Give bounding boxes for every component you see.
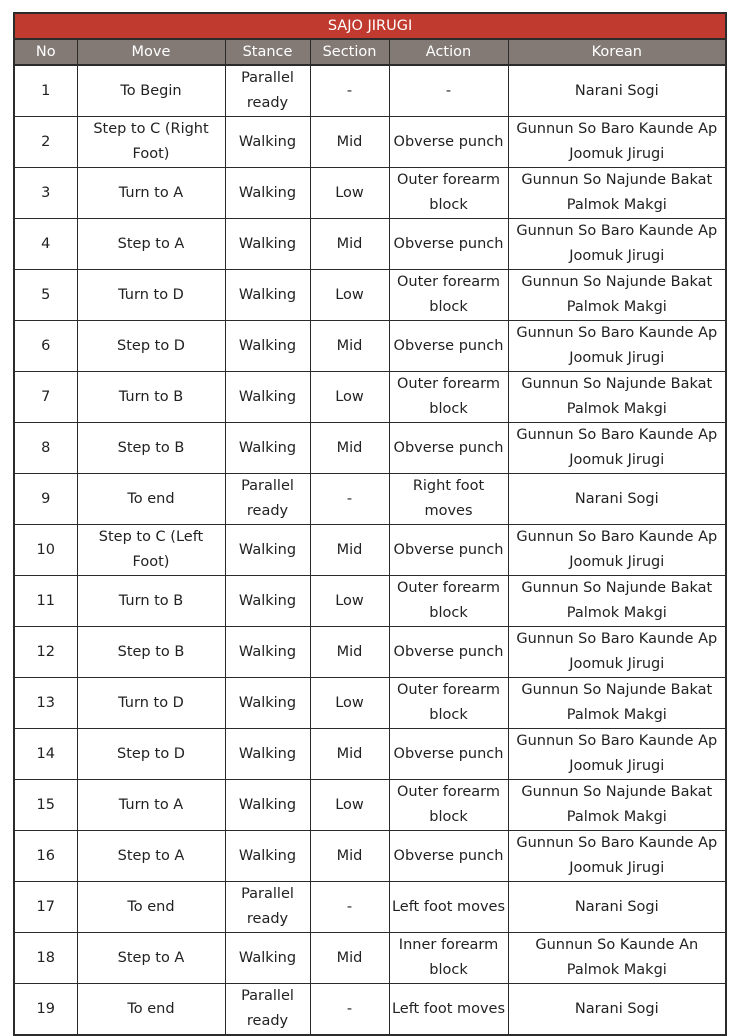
- cell-move: Step to A: [77, 219, 225, 270]
- table-row: [14, 678, 726, 729]
- cell-action: Right foot moves: [389, 474, 508, 525]
- cell-korean: Gunnun So Baro Kaunde Ap Joomuk Jirugi: [508, 117, 726, 168]
- cell-korean: Gunnun So Baro Kaunde Ap Joomuk Jirugi: [508, 729, 726, 780]
- cell-no: 17: [14, 882, 77, 933]
- table-row: [14, 117, 726, 168]
- cell-stance: Parallel ready: [225, 65, 310, 117]
- col-header-move: Move: [77, 39, 225, 65]
- cell-section: Mid: [310, 321, 389, 372]
- table-row: [14, 423, 726, 474]
- cell-no: 5: [14, 270, 77, 321]
- table-row: [14, 270, 726, 321]
- cell-korean: Gunnun So Kaunde An Palmok Makgi: [508, 933, 726, 984]
- cell-korean: Gunnun So Baro Kaunde Ap Joomuk Jirugi: [508, 219, 726, 270]
- cell-move: Step to D: [77, 729, 225, 780]
- header-row: [14, 39, 726, 65]
- cell-move: To end: [77, 474, 225, 525]
- cell-action: Inner forearm block: [389, 933, 508, 984]
- cell-korean: Gunnun So Najunde Bakat Palmok Makgi: [508, 372, 726, 423]
- cell-korean: Gunnun So Najunde Bakat Palmok Makgi: [508, 576, 726, 627]
- table-row: [14, 65, 726, 117]
- cell-move: Step to C (Right Foot): [77, 117, 225, 168]
- cell-stance: Walking: [225, 831, 310, 882]
- cell-move: Step to D: [77, 321, 225, 372]
- cell-no: 19: [14, 984, 77, 1036]
- cell-no: 12: [14, 627, 77, 678]
- cell-no: 11: [14, 576, 77, 627]
- cell-stance: Walking: [225, 372, 310, 423]
- cell-no: 8: [14, 423, 77, 474]
- cell-stance: Walking: [225, 576, 310, 627]
- table-row: [14, 525, 726, 576]
- cell-action: Outer forearm block: [389, 678, 508, 729]
- pattern-table: [13, 12, 727, 1036]
- table-row: [14, 576, 726, 627]
- cell-move: Step to A: [77, 933, 225, 984]
- cell-action: Left foot moves: [389, 984, 508, 1036]
- cell-section: Mid: [310, 831, 389, 882]
- cell-action: Outer forearm block: [389, 372, 508, 423]
- cell-move: Step to B: [77, 423, 225, 474]
- cell-section: Low: [310, 678, 389, 729]
- cell-move: Turn to D: [77, 678, 225, 729]
- cell-action: Left foot moves: [389, 882, 508, 933]
- col-header-action: Action: [389, 39, 508, 65]
- table-row: [14, 168, 726, 219]
- cell-no: 2: [14, 117, 77, 168]
- cell-stance: Walking: [225, 321, 310, 372]
- cell-move: Step to C (Left Foot): [77, 525, 225, 576]
- cell-move: Step to A: [77, 831, 225, 882]
- cell-move: Step to B: [77, 627, 225, 678]
- cell-section: Mid: [310, 627, 389, 678]
- cell-section: Low: [310, 168, 389, 219]
- cell-no: 4: [14, 219, 77, 270]
- col-header-section: Section: [310, 39, 389, 65]
- cell-stance: Walking: [225, 933, 310, 984]
- table-row: [14, 474, 726, 525]
- cell-section: Mid: [310, 729, 389, 780]
- cell-move: To end: [77, 882, 225, 933]
- cell-move: Turn to B: [77, 576, 225, 627]
- cell-no: 6: [14, 321, 77, 372]
- table-row: [14, 780, 726, 831]
- cell-stance: Walking: [225, 168, 310, 219]
- cell-no: 15: [14, 780, 77, 831]
- cell-no: 18: [14, 933, 77, 984]
- cell-stance: Walking: [225, 117, 310, 168]
- cell-stance: Parallel ready: [225, 984, 310, 1036]
- table-body: [14, 65, 726, 1035]
- cell-action: Obverse punch: [389, 117, 508, 168]
- cell-section: Low: [310, 270, 389, 321]
- cell-stance: Walking: [225, 678, 310, 729]
- cell-move: Turn to D: [77, 270, 225, 321]
- cell-no: 13: [14, 678, 77, 729]
- cell-section: -: [310, 882, 389, 933]
- cell-section: Low: [310, 372, 389, 423]
- cell-korean: Gunnun So Najunde Bakat Palmok Makgi: [508, 168, 726, 219]
- cell-action: Outer forearm block: [389, 576, 508, 627]
- cell-no: 9: [14, 474, 77, 525]
- cell-section: Mid: [310, 219, 389, 270]
- cell-section: -: [310, 984, 389, 1036]
- cell-move: Turn to A: [77, 168, 225, 219]
- cell-section: Low: [310, 780, 389, 831]
- cell-section: Mid: [310, 933, 389, 984]
- cell-action: Obverse punch: [389, 525, 508, 576]
- cell-korean: Gunnun So Baro Kaunde Ap Joomuk Jirugi: [508, 627, 726, 678]
- cell-stance: Walking: [225, 627, 310, 678]
- table-row: [14, 984, 726, 1036]
- cell-stance: Parallel ready: [225, 882, 310, 933]
- cell-no: 16: [14, 831, 77, 882]
- cell-action: Obverse punch: [389, 321, 508, 372]
- cell-stance: Parallel ready: [225, 474, 310, 525]
- cell-korean: Gunnun So Najunde Bakat Palmok Makgi: [508, 678, 726, 729]
- cell-section: -: [310, 65, 389, 117]
- cell-action: Obverse punch: [389, 423, 508, 474]
- cell-section: -: [310, 474, 389, 525]
- cell-action: Obverse punch: [389, 831, 508, 882]
- table-title: SAJO JIRUGI: [14, 13, 726, 39]
- cell-korean: Gunnun So Baro Kaunde Ap Joomuk Jirugi: [508, 525, 726, 576]
- cell-korean: Gunnun So Najunde Bakat Palmok Makgi: [508, 270, 726, 321]
- cell-action: -: [389, 65, 508, 117]
- cell-section: Mid: [310, 525, 389, 576]
- cell-no: 1: [14, 65, 77, 117]
- cell-korean: Gunnun So Baro Kaunde Ap Joomuk Jirugi: [508, 423, 726, 474]
- cell-action: Obverse punch: [389, 627, 508, 678]
- cell-stance: Walking: [225, 729, 310, 780]
- cell-action: Outer forearm block: [389, 168, 508, 219]
- table-row: [14, 831, 726, 882]
- table-row: [14, 372, 726, 423]
- cell-move: To Begin: [77, 65, 225, 117]
- cell-korean: Narani Sogi: [508, 984, 726, 1036]
- cell-stance: Walking: [225, 219, 310, 270]
- cell-action: Outer forearm block: [389, 780, 508, 831]
- table-row: [14, 933, 726, 984]
- cell-action: Obverse punch: [389, 219, 508, 270]
- cell-move: To end: [77, 984, 225, 1036]
- table-row: [14, 882, 726, 933]
- cell-korean: Narani Sogi: [508, 65, 726, 117]
- cell-stance: Walking: [225, 780, 310, 831]
- cell-korean: Gunnun So Baro Kaunde Ap Joomuk Jirugi: [508, 321, 726, 372]
- title-row: [14, 13, 726, 39]
- col-header-korean: Korean: [508, 39, 726, 65]
- table-row: [14, 729, 726, 780]
- cell-korean: Narani Sogi: [508, 882, 726, 933]
- col-header-stance: Stance: [225, 39, 310, 65]
- cell-section: Low: [310, 576, 389, 627]
- cell-no: 3: [14, 168, 77, 219]
- cell-no: 14: [14, 729, 77, 780]
- cell-action: Obverse punch: [389, 729, 508, 780]
- cell-section: Mid: [310, 423, 389, 474]
- cell-korean: Gunnun So Baro Kaunde Ap Joomuk Jirugi: [508, 831, 726, 882]
- cell-korean: Narani Sogi: [508, 474, 726, 525]
- cell-stance: Walking: [225, 525, 310, 576]
- table-row: [14, 627, 726, 678]
- col-header-no: No: [14, 39, 77, 65]
- cell-stance: Walking: [225, 270, 310, 321]
- cell-no: 7: [14, 372, 77, 423]
- pattern-table-container: [13, 12, 725, 1036]
- cell-move: Turn to B: [77, 372, 225, 423]
- table-row: [14, 321, 726, 372]
- cell-no: 10: [14, 525, 77, 576]
- cell-korean: Gunnun So Najunde Bakat Palmok Makgi: [508, 780, 726, 831]
- cell-move: Turn to A: [77, 780, 225, 831]
- table-row: [14, 219, 726, 270]
- cell-stance: Walking: [225, 423, 310, 474]
- cell-action: Outer forearm block: [389, 270, 508, 321]
- cell-section: Mid: [310, 117, 389, 168]
